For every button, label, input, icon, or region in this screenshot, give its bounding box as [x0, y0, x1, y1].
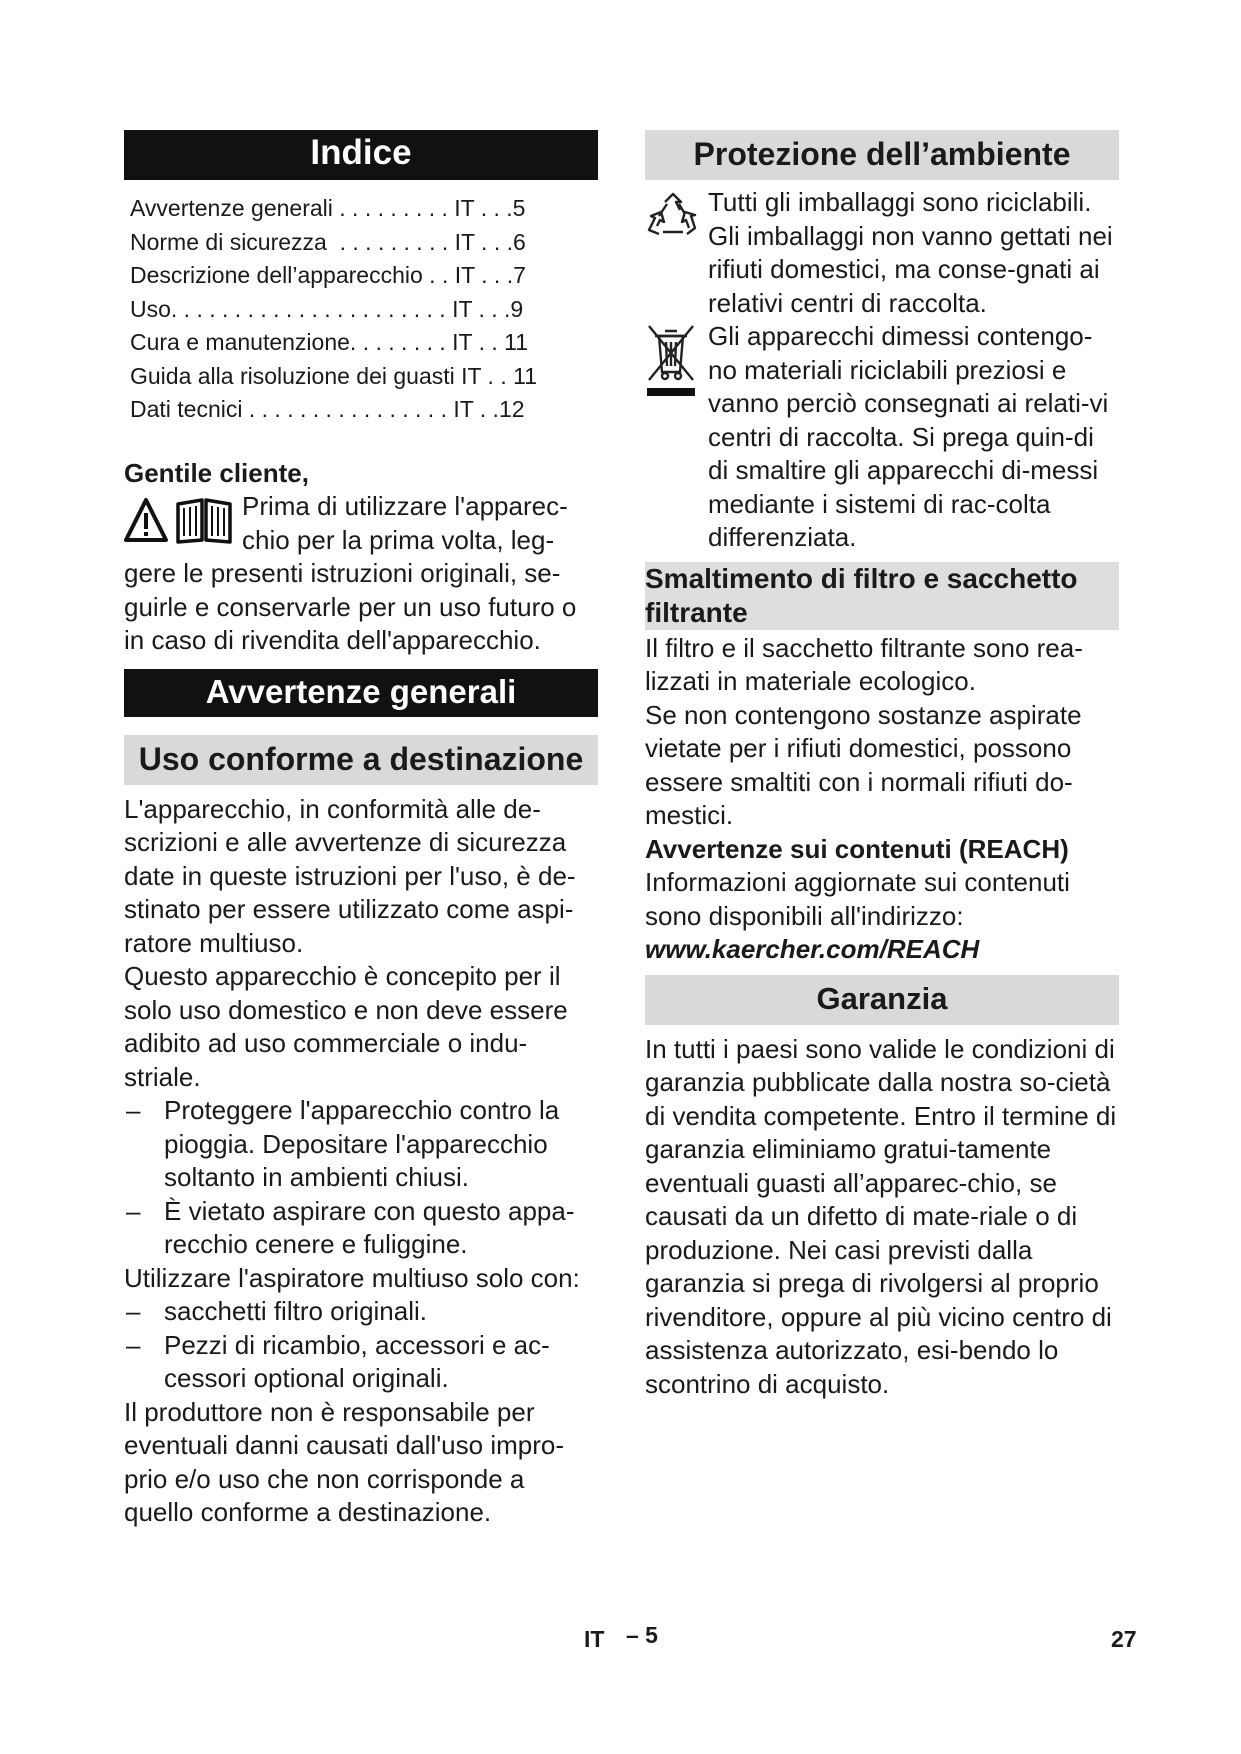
- weee-block: [645, 320, 1119, 555]
- toc-item[interactable]: Descrizione dell’apparecchio . . IT . . .7: [130, 262, 526, 288]
- toc-title: Indice: [124, 130, 598, 180]
- intended-use-bullet: – sacchetti filtro originali.: [124, 1295, 598, 1329]
- right-column: [645, 130, 1119, 1401]
- recycle-text: Tutti gli imballaggi sono riciclabili. Gli imballaggi non vanno gettati nei rifiuti domestici, ma conse-gnati ai relativi centri di raccolta.: [708, 187, 1113, 318]
- recycle-icon: [645, 190, 701, 246]
- page-number: 27: [1111, 1626, 1137, 1652]
- table-of-contents: [130, 192, 598, 427]
- environment-title: Protezione dell’ambiente: [645, 130, 1119, 180]
- intended-use-p1: L'apparecchio, in conformità alle de-scrizioni e alle avvertenze di sicurezza date in queste istruzioni per l'uso, è de-stinato per essere utilizzato come aspi-ratore multiuso.: [124, 793, 576, 958]
- intended-use-p4: Il produttore non è responsabile per eventuali danni causati dall'uso impro-prio e/o uso che non corrisponde a quello conforme a destinazione.: [124, 1396, 564, 1527]
- disposal-title: Smaltimento di filtro e sacchetto filtrante: [645, 562, 1119, 630]
- greeting-line1: Prima di utilizzare l'apparec-: [242, 491, 568, 521]
- footer-lang: IT: [584, 1626, 605, 1652]
- toc-item[interactable]: Norme di sicurezza . . . . . . . . . IT . . .6: [130, 228, 526, 255]
- toc-item[interactable]: Avvertenze generali . . . . . . . . . IT . . .5: [130, 195, 526, 221]
- greeting-block: [124, 490, 598, 557]
- reach-text: Informazioni aggiornate sui contenuti sono disponibili all'indirizzo:: [645, 867, 1070, 931]
- toc-item[interactable]: Dati tecnici . . . . . . . . . . . . . . . . IT . .12: [130, 396, 525, 422]
- reach-title: Avvertenze sui contenuti (REACH): [645, 833, 1069, 864]
- greeting-text: gere le presenti istruzioni originali, se-guirle e conservarle per un uso futuro o in caso di rivendita dell'apparecchio.: [124, 558, 577, 655]
- warnings-title: Avvertenze generali: [124, 669, 598, 717]
- crossed-bin-icon: [645, 322, 697, 400]
- disposal-p1: Il filtro e il sacchetto filtrante sono rea-lizzati in materiale ecologico.: [645, 632, 1083, 696]
- greeting-title: Gentile cliente,: [124, 457, 309, 488]
- intended-use-bullet: – È vietato aspirare con questo appa-recchio cenere e fuliggine.: [124, 1195, 598, 1262]
- warranty-title: Garanzia: [645, 975, 1119, 1025]
- recycle-block: [645, 186, 1119, 320]
- left-column: [124, 130, 598, 1530]
- intended-use-p2: Questo apparecchio è concepito per il solo uso domestico e non deve essere adibito ad uso commerciale o indu-striale.: [124, 961, 568, 1092]
- intended-use-title: Uso conforme a destinazione: [124, 735, 598, 785]
- warranty-text: In tutti i paesi sono valide le condizioni di garanzia pubblicate dalla nostra so-cietà di vendita competente. Entro il termine di garanzia eliminiamo gratui-tamente eventuali guasti all’apparec-chio, se causati da un difetto di mate-riale o di produzione. Nei casi previsti dalla garanzia si prega di rivolgersi al proprio rivenditore, oppure al più vicino centro di assistenza autorizzato, esi-bendo lo scontrino di acquisto.: [645, 1033, 1117, 1399]
- toc-item[interactable]: Uso. . . . . . . . . . . . . . . . . . . . . . IT . . .9: [130, 295, 524, 322]
- disposal-p2: Se non contengono sostanze aspirate vietate per i rifiuti domestici, possono essere smaltiti con i normali rifiuti do-mestici.: [645, 699, 1082, 830]
- manual-book-icon: [174, 496, 234, 548]
- reach-link[interactable]: www.kaercher.com/REACH: [645, 934, 980, 964]
- intended-use-p3: Utilizzare l'aspiratore multiuso solo con:: [124, 1262, 580, 1293]
- weee-text: Gli apparecchi dimessi contengo-no materiali riciclabili preziosi e vanno perciò consegnati ai relati-vi centri di raccolta. Si prega quin-di di smaltire gli apparecchi di-messi mediante i sistemi di rac-colta differenziata.: [708, 321, 1109, 552]
- footer-section-page: – 5: [626, 1622, 658, 1648]
- greeting-line2: chio per la prima volta, leg-: [242, 524, 555, 555]
- intended-use-bullet: – Pezzi di ricambio, accessori e ac-cessori optional originali.: [124, 1329, 598, 1396]
- toc-item[interactable]: Guida alla risoluzione dei guasti IT . . 11: [130, 362, 537, 389]
- toc-item[interactable]: Cura e manutenzione. . . . . . . . IT . . 11: [130, 329, 529, 355]
- intended-use-bullet: – Proteggere l'apparecchio contro la pioggia. Depositare l'apparecchio soltanto in ambienti chiusi.: [124, 1094, 598, 1195]
